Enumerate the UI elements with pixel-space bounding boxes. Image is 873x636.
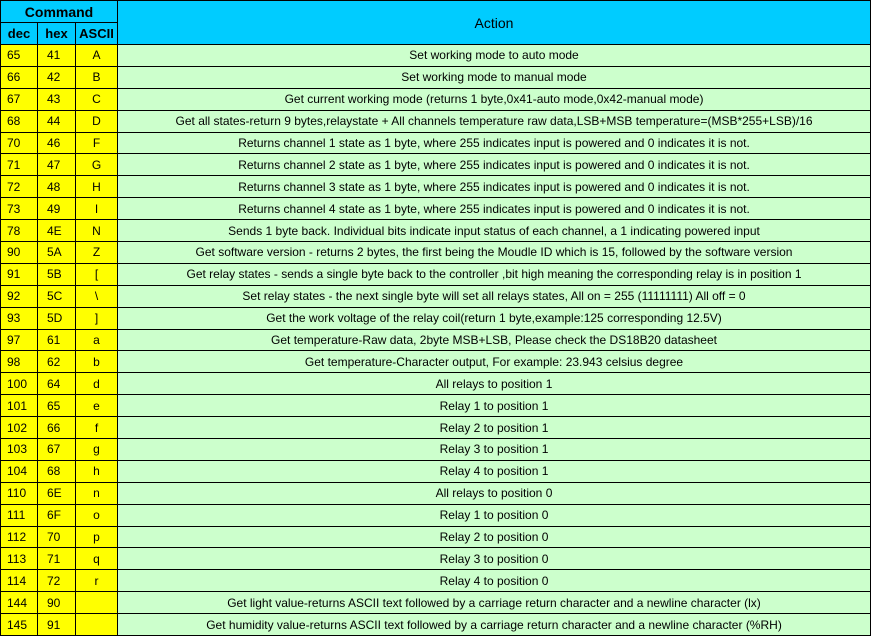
dec-cell: 78	[1, 220, 38, 242]
action-cell: Returns channel 4 state as 1 byte, where 255 indicates input is powered and 0 indicates it is not.	[118, 198, 871, 220]
table-row	[1, 439, 871, 461]
ascii-cell: n	[76, 482, 118, 504]
ascii-cell: o	[76, 504, 118, 526]
hex-cell: 68	[38, 460, 76, 482]
hex-cell: 71	[38, 548, 76, 570]
dec-cell: 103	[1, 439, 38, 461]
hex-cell: 5D	[38, 307, 76, 329]
table-row	[1, 351, 871, 373]
table-row	[1, 614, 871, 636]
table-row	[1, 592, 871, 614]
hex-cell: 5B	[38, 263, 76, 285]
action-cell: Returns channel 1 state as 1 byte, where 255 indicates input is powered and 0 indicates it is not.	[118, 132, 871, 154]
action-cell: Get humidity value-returns ASCII text followed by a carriage return character and a newline character (%RH)	[118, 614, 871, 636]
hex-cell: 62	[38, 351, 76, 373]
action-cell: Returns channel 2 state as 1 byte, where 255 indicates input is powered and 0 indicates it is not.	[118, 154, 871, 176]
action-cell: Relay 3 to position 1	[118, 439, 871, 461]
table-row	[1, 329, 871, 351]
command-header: Command	[1, 1, 118, 23]
ascii-cell: A	[76, 45, 118, 67]
hex-cell: 5C	[38, 285, 76, 307]
dec-cell: 67	[1, 88, 38, 110]
table-row	[1, 460, 871, 482]
action-cell: Get temperature-Raw data, 2byte MSB+LSB, Please check the DS18B20 datasheet	[118, 329, 871, 351]
ascii-cell: b	[76, 351, 118, 373]
hex-cell: 42	[38, 66, 76, 88]
dec-cell: 93	[1, 307, 38, 329]
table-row	[1, 417, 871, 439]
dec-cell: 113	[1, 548, 38, 570]
action-cell: Relay 3 to position 0	[118, 548, 871, 570]
table-row	[1, 88, 871, 110]
dec-cell: 100	[1, 373, 38, 395]
action-cell: Set relay states - the next single byte will set all relays states, All on = 255 (11111111) All off = 0	[118, 285, 871, 307]
ascii-cell: ]	[76, 307, 118, 329]
ascii-cell	[76, 614, 118, 636]
ascii-header: ASCII	[76, 23, 118, 45]
ascii-cell: Z	[76, 242, 118, 264]
dec-cell: 72	[1, 176, 38, 198]
dec-cell: 101	[1, 395, 38, 417]
action-cell: Get software version - returns 2 bytes, the first being the Moudle ID which is 15, followed by the software version	[118, 242, 871, 264]
ascii-cell: f	[76, 417, 118, 439]
hex-cell: 48	[38, 176, 76, 198]
ascii-cell: N	[76, 220, 118, 242]
table-row	[1, 198, 871, 220]
table-row	[1, 263, 871, 285]
table-row	[1, 242, 871, 264]
table-row	[1, 526, 871, 548]
dec-header: dec	[1, 23, 38, 45]
table-row	[1, 45, 871, 67]
ascii-cell: h	[76, 460, 118, 482]
hex-cell: 70	[38, 526, 76, 548]
ascii-cell: [	[76, 263, 118, 285]
table-body	[1, 45, 871, 636]
table-row	[1, 285, 871, 307]
ascii-cell	[76, 592, 118, 614]
table-row	[1, 66, 871, 88]
ascii-cell: a	[76, 329, 118, 351]
table-row	[1, 570, 871, 592]
table-row	[1, 482, 871, 504]
dec-cell: 73	[1, 198, 38, 220]
ascii-cell: C	[76, 88, 118, 110]
action-cell: Relay 2 to position 0	[118, 526, 871, 548]
dec-cell: 92	[1, 285, 38, 307]
hex-cell: 49	[38, 198, 76, 220]
ascii-cell: F	[76, 132, 118, 154]
table-row	[1, 548, 871, 570]
hex-header: hex	[38, 23, 76, 45]
hex-cell: 67	[38, 439, 76, 461]
hex-cell: 5A	[38, 242, 76, 264]
table-row	[1, 504, 871, 526]
action-cell: Get temperature-Character output, For example: 23.943 celsius degree	[118, 351, 871, 373]
dec-cell: 97	[1, 329, 38, 351]
ascii-cell: I	[76, 198, 118, 220]
table-row	[1, 176, 871, 198]
dec-cell: 145	[1, 614, 38, 636]
action-cell: All relays to position 1	[118, 373, 871, 395]
hex-cell: 43	[38, 88, 76, 110]
action-cell: Relay 2 to position 1	[118, 417, 871, 439]
ascii-cell: p	[76, 526, 118, 548]
dec-cell: 90	[1, 242, 38, 264]
ascii-cell: r	[76, 570, 118, 592]
hex-cell: 41	[38, 45, 76, 67]
hex-cell: 47	[38, 154, 76, 176]
ascii-cell: q	[76, 548, 118, 570]
action-header: Action	[118, 1, 871, 45]
action-cell: Get light value-returns ASCII text followed by a carriage return character and a newline character (lx)	[118, 592, 871, 614]
hex-cell: 91	[38, 614, 76, 636]
dec-cell: 111	[1, 504, 38, 526]
hex-cell: 72	[38, 570, 76, 592]
ascii-cell: B	[76, 66, 118, 88]
table-row	[1, 307, 871, 329]
action-cell: Relay 4 to position 1	[118, 460, 871, 482]
table-row	[1, 220, 871, 242]
action-cell: Relay 4 to position 0	[118, 570, 871, 592]
hex-cell: 44	[38, 110, 76, 132]
hex-cell: 65	[38, 395, 76, 417]
table-row	[1, 373, 871, 395]
ascii-cell: d	[76, 373, 118, 395]
action-cell: All relays to position 0	[118, 482, 871, 504]
table-row	[1, 154, 871, 176]
ascii-cell: H	[76, 176, 118, 198]
action-cell: Relay 1 to position 1	[118, 395, 871, 417]
ascii-cell: D	[76, 110, 118, 132]
dec-cell: 114	[1, 570, 38, 592]
hex-cell: 66	[38, 417, 76, 439]
hex-cell: 6F	[38, 504, 76, 526]
ascii-cell: G	[76, 154, 118, 176]
table-row	[1, 132, 871, 154]
hex-cell: 46	[38, 132, 76, 154]
ascii-cell: e	[76, 395, 118, 417]
dec-cell: 65	[1, 45, 38, 67]
dec-cell: 110	[1, 482, 38, 504]
action-cell: Relay 1 to position 0	[118, 504, 871, 526]
dec-cell: 144	[1, 592, 38, 614]
action-cell: Get relay states - sends a single byte back to the controller ,bit high meaning the corresponding relay is in position 1	[118, 263, 871, 285]
ascii-cell: g	[76, 439, 118, 461]
action-cell: Returns channel 3 state as 1 byte, where 255 indicates input is powered and 0 indicates it is not.	[118, 176, 871, 198]
hex-cell: 64	[38, 373, 76, 395]
action-cell: Sends 1 byte back. Individual bits indicate input status of each channel, a 1 indicating powered input	[118, 220, 871, 242]
table-row	[1, 395, 871, 417]
dec-cell: 91	[1, 263, 38, 285]
action-cell: Set working mode to auto mode	[118, 45, 871, 67]
ascii-cell: \	[76, 285, 118, 307]
dec-cell: 71	[1, 154, 38, 176]
hex-cell: 90	[38, 592, 76, 614]
action-cell: Set working mode to manual mode	[118, 66, 871, 88]
dec-cell: 112	[1, 526, 38, 548]
dec-cell: 104	[1, 460, 38, 482]
action-cell: Get the work voltage of the relay coil(return 1 byte,example:125 corresponding 12.5V)	[118, 307, 871, 329]
action-cell: Get current working mode (returns 1 byte,0x41-auto mode,0x42-manual mode)	[118, 88, 871, 110]
hex-cell: 6E	[38, 482, 76, 504]
dec-cell: 66	[1, 66, 38, 88]
hex-cell: 4E	[38, 220, 76, 242]
dec-cell: 102	[1, 417, 38, 439]
action-cell: Get all states-return 9 bytes,relaystate + All channels temperature raw data,LSB+MSB temperature=(MSB*255+LSB)/16	[118, 110, 871, 132]
table-row	[1, 110, 871, 132]
dec-cell: 68	[1, 110, 38, 132]
dec-cell: 98	[1, 351, 38, 373]
hex-cell: 61	[38, 329, 76, 351]
dec-cell: 70	[1, 132, 38, 154]
